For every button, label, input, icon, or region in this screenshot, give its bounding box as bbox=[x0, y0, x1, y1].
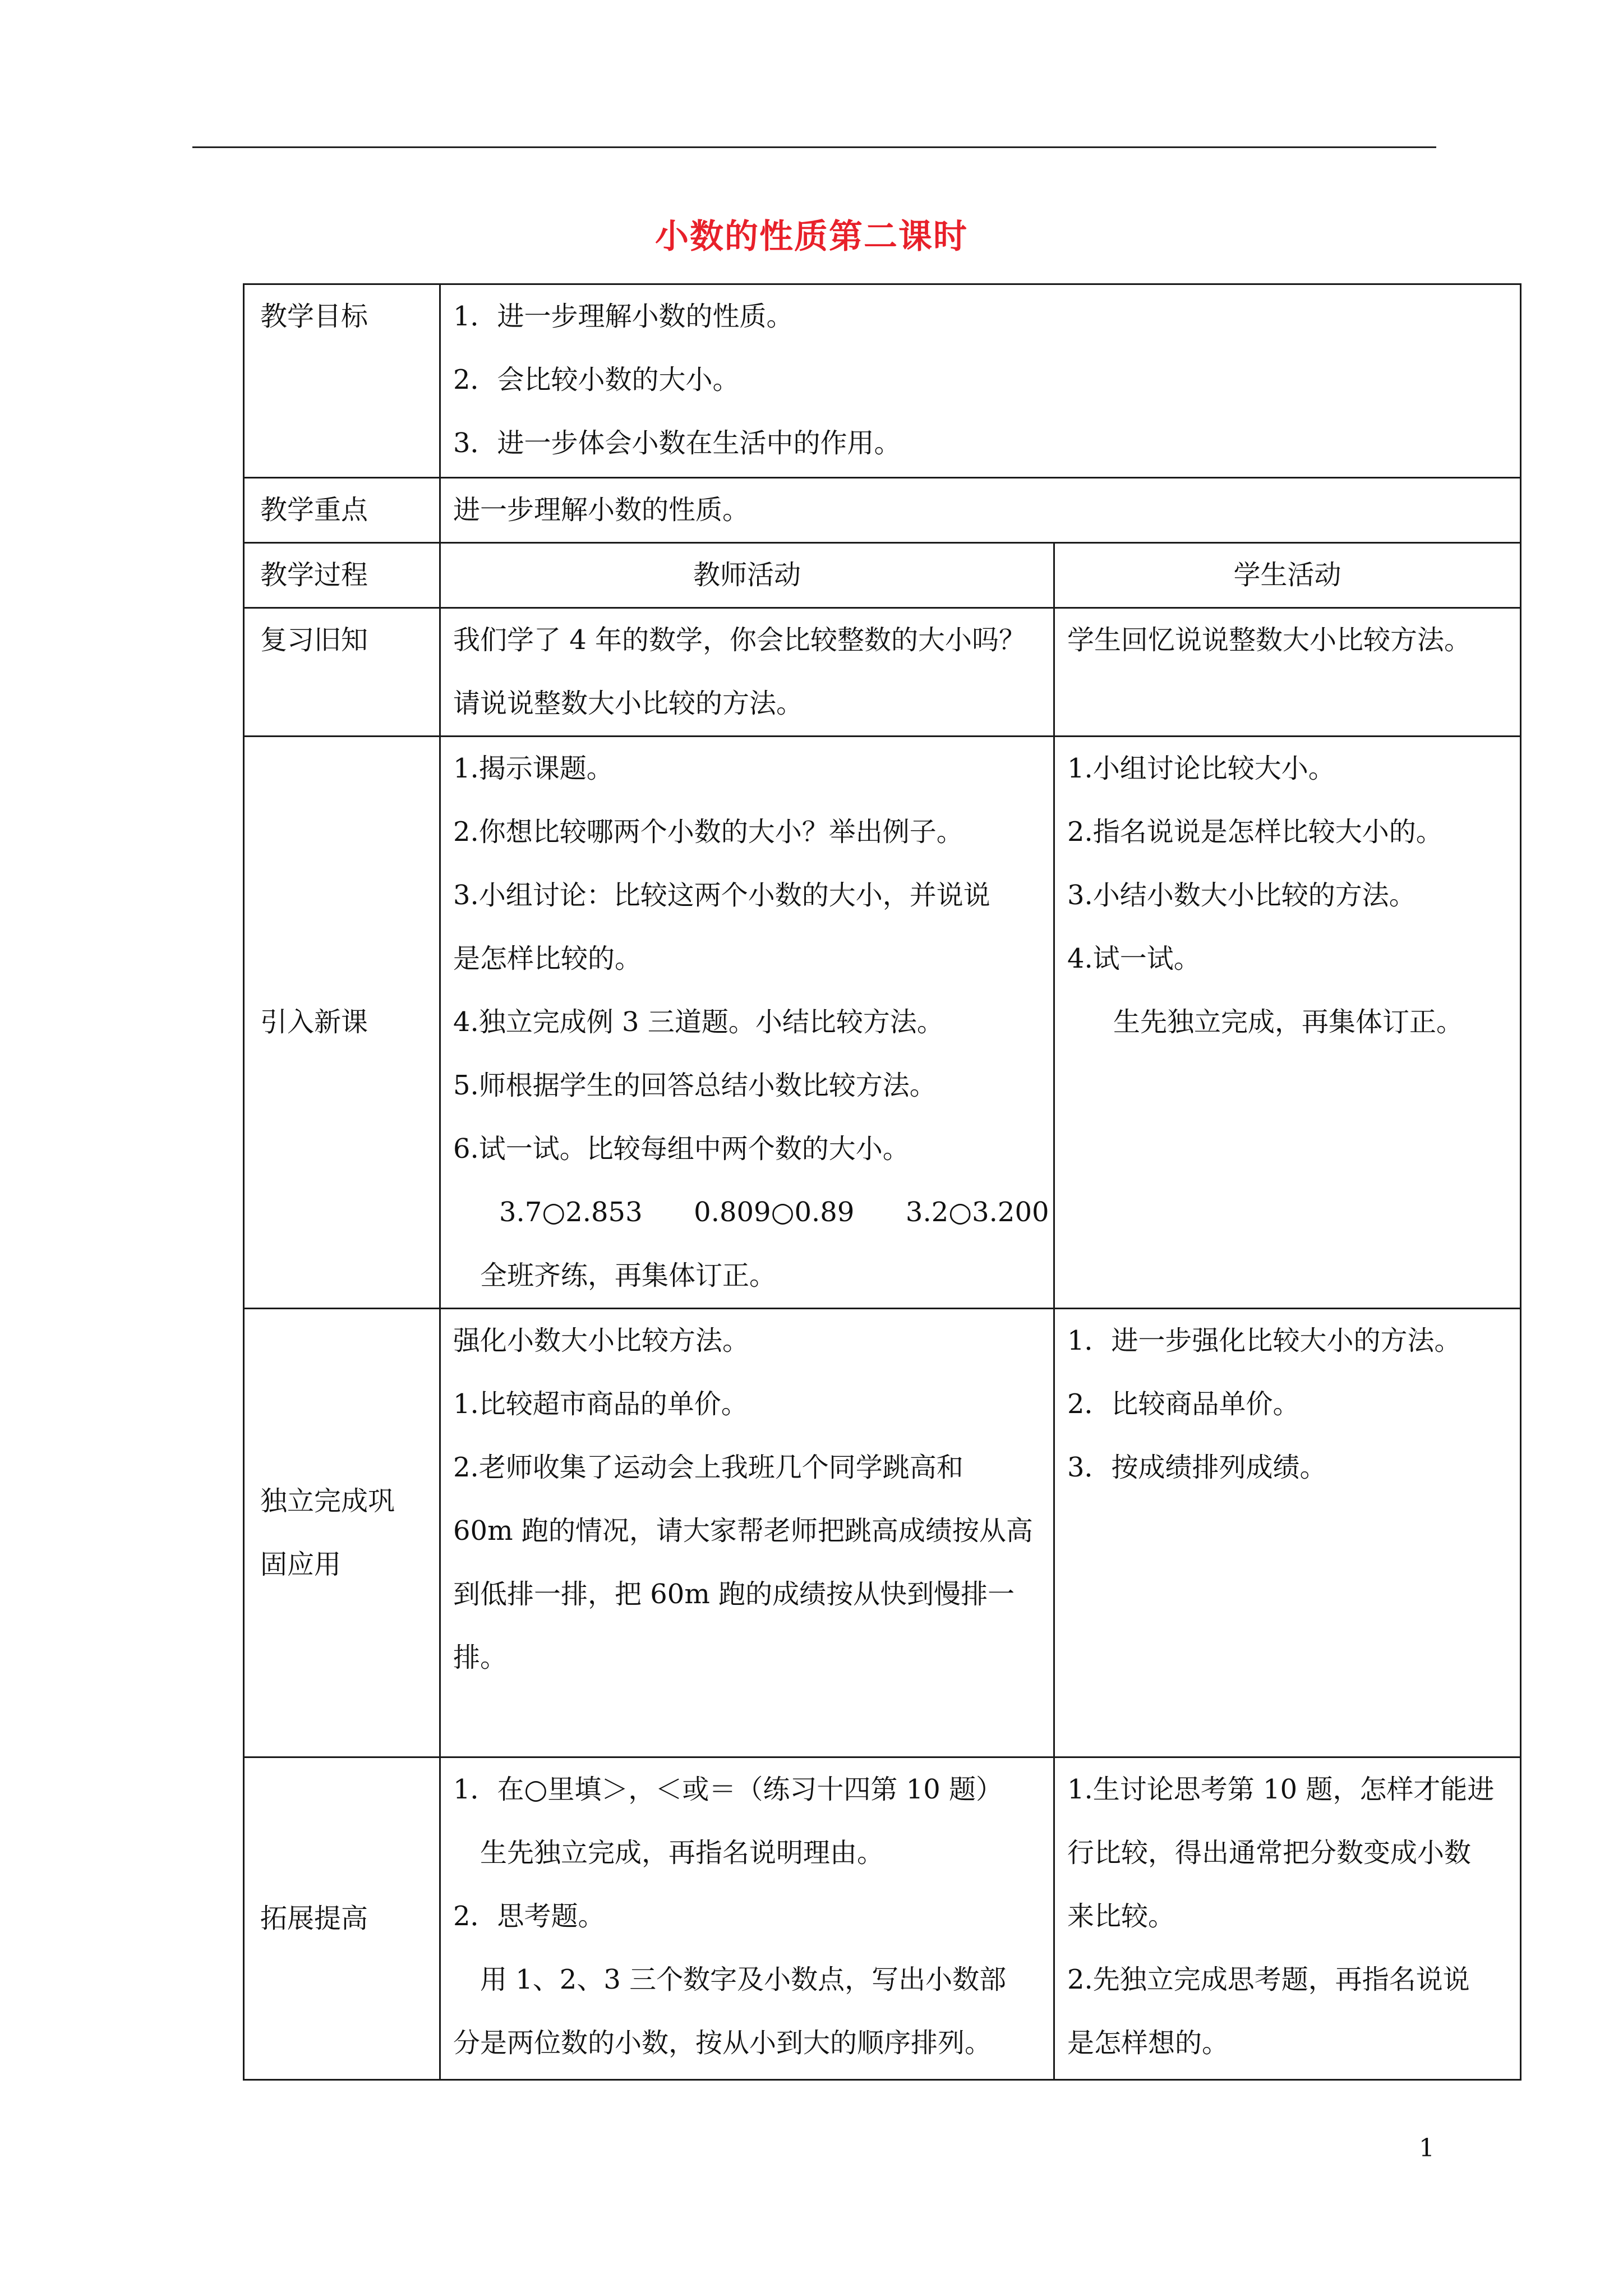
teacher-line: 1．在○里填＞，＜或＝（练习十四第 10 题） bbox=[453, 1774, 1003, 1805]
student-line: 3．按成绩排列成绩。 bbox=[1067, 1452, 1327, 1483]
student-line: 1．进一步强化比较大小的方法。 bbox=[1067, 1325, 1461, 1356]
row-extend bbox=[244, 1757, 1521, 2080]
teacher-line: 2.你想比较哪两个小数的大小？举出例子。 bbox=[453, 816, 963, 848]
student-line: 4.试一试。 bbox=[1067, 943, 1201, 974]
intro-teacher bbox=[440, 737, 1054, 1309]
teacher-line: 3.小组讨论：比较这两个小数的大小，并说说 bbox=[453, 880, 990, 911]
label-text: 复习旧知 bbox=[260, 624, 368, 656]
column-header: 教师活动 bbox=[693, 559, 801, 591]
label-text: 教学过程 bbox=[260, 559, 368, 591]
document-title: 小数的性质第二课时 bbox=[655, 217, 968, 256]
header-rule bbox=[192, 146, 1436, 148]
teacher-line: 是怎样比较的。 bbox=[453, 943, 642, 974]
teacher-line: 1.揭示课题。 bbox=[453, 753, 614, 784]
label-text: 教学目标 bbox=[260, 301, 368, 332]
row-review bbox=[244, 608, 1521, 737]
intro-student bbox=[1054, 737, 1521, 1309]
extend-teacher bbox=[440, 1757, 1054, 2080]
column-header: 学生活动 bbox=[1233, 559, 1341, 591]
student-line: 行比较，得出通常把分数变成小数 bbox=[1067, 1837, 1472, 1869]
teacher-line: 2．思考题。 bbox=[453, 1901, 605, 1932]
teacher-line: 排。 bbox=[453, 1642, 508, 1673]
goals-content bbox=[440, 284, 1521, 478]
label-goals bbox=[244, 284, 440, 478]
label-extend bbox=[244, 1757, 440, 2080]
teacher-line: 6.试一试。比较每组中两个数的大小。 bbox=[453, 1133, 910, 1165]
student-line: 生先独立完成，再集体订正。 bbox=[1113, 1006, 1464, 1038]
focus-text: 进一步理解小数的性质。 bbox=[453, 494, 750, 526]
row-focus bbox=[244, 478, 1521, 543]
lesson-plan-table bbox=[243, 283, 1521, 2081]
teacher-line: 我们学了 4 年的数学，你会比较整数的大小吗？ bbox=[453, 624, 1026, 656]
comparison-exercise: 3.7○2.853 0.809○0.89 3.2○3.200 bbox=[499, 1197, 1049, 1228]
teacher-line: 强化小数大小比较方法。 bbox=[453, 1325, 750, 1356]
goal-item: 2．会比较小数的大小。 bbox=[453, 364, 740, 395]
goal-item: 1．进一步理解小数的性质。 bbox=[453, 301, 794, 332]
teacher-line: 5.师根据学生的回答总结小数比较方法。 bbox=[453, 1070, 937, 1101]
row-practice bbox=[244, 1309, 1521, 1757]
row-process-header bbox=[244, 543, 1521, 608]
label-text: 教学重点 bbox=[260, 494, 368, 526]
teacher-line: 分是两位数的小数，按从小到大的顺序排列。 bbox=[453, 2027, 992, 2059]
teacher-line: 到低排一排，把 60m 跑的成绩按从快到慢排一 bbox=[453, 1579, 1015, 1610]
goal-item: 3．进一步体会小数在生活中的作用。 bbox=[453, 427, 901, 459]
student-activity-header bbox=[1054, 543, 1521, 608]
student-line: 1.生讨论思考第 10 题，怎样才能进 bbox=[1067, 1774, 1495, 1805]
label-focus bbox=[244, 478, 440, 543]
label-text: 拓展提高 bbox=[260, 1902, 368, 1934]
practice-teacher bbox=[440, 1309, 1054, 1757]
practice-student bbox=[1054, 1309, 1521, 1757]
student-line: 来比较。 bbox=[1067, 1901, 1175, 1932]
student-line: 学生回忆说说整数大小比较方法。 bbox=[1067, 624, 1472, 656]
student-line: 3.小结小数大小比较的方法。 bbox=[1067, 880, 1416, 911]
teacher-line: 请说说整数大小比较的方法。 bbox=[453, 688, 804, 719]
label-text: 独立完成巩 bbox=[260, 1485, 395, 1517]
label-text: 引入新课 bbox=[260, 1006, 368, 1038]
focus-content bbox=[440, 478, 1521, 543]
student-line: 是怎样想的。 bbox=[1067, 2027, 1229, 2059]
student-line: 2．比较商品单价。 bbox=[1067, 1388, 1300, 1420]
label-practice bbox=[244, 1309, 440, 1757]
teacher-line: 1.比较超市商品的单价。 bbox=[453, 1388, 748, 1420]
teacher-line: 2.老师收集了运动会上我班几个同学跳高和 bbox=[453, 1452, 963, 1483]
teacher-activity-header bbox=[440, 543, 1054, 608]
review-teacher bbox=[440, 608, 1054, 737]
label-text: 固应用 bbox=[260, 1548, 342, 1580]
student-line: 2.先独立完成思考题，再指名说说 bbox=[1067, 1964, 1470, 1995]
student-line: 2.指名说说是怎样比较大小的。 bbox=[1067, 816, 1443, 848]
label-process bbox=[244, 543, 440, 608]
teacher-line: 生先独立完成，再指名说明理由。 bbox=[480, 1837, 884, 1869]
teacher-line: 4.独立完成例 3 三道题。小结比较方法。 bbox=[453, 1006, 944, 1038]
page-number: 1 bbox=[1419, 2134, 1435, 2162]
review-student bbox=[1054, 608, 1521, 737]
teacher-line: 用 1、2、3 三个数字及小数点，写出小数部 bbox=[480, 1964, 1007, 1995]
teacher-line: 60m 跑的情况，请大家帮老师把跳高成绩按从高 bbox=[453, 1515, 1033, 1547]
row-intro bbox=[244, 737, 1521, 1309]
label-intro bbox=[244, 737, 440, 1309]
student-line: 1.小组讨论比较大小。 bbox=[1067, 753, 1335, 784]
row-goals bbox=[244, 284, 1521, 478]
extend-student bbox=[1054, 1757, 1521, 2080]
teacher-line: 全班齐练，再集体订正。 bbox=[480, 1260, 777, 1291]
label-review bbox=[244, 608, 440, 737]
